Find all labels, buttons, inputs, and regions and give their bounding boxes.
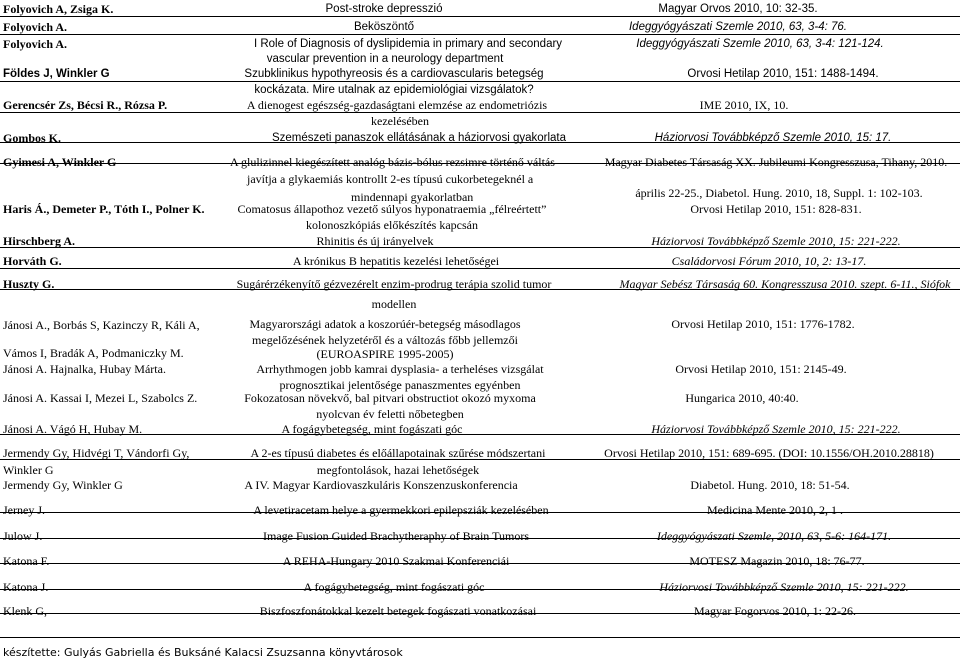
title-line: Beköszöntő [353,21,415,33]
author: Katona J. [3,580,49,594]
author: Haris Á., Demeter P., Tóth I., Polner K. [3,202,205,216]
title-line: (EUROASPIRE 1995-2005) [316,347,454,361]
author: Gombos K. [3,131,62,145]
title-line: I Role of Diagnosis of dyslipidemia in primary and secondary [253,38,563,50]
row-separator [0,637,960,638]
source-line: Orvosi Hetilap 2010, 151: 1488-1494. [687,68,879,80]
title-line: A REHA-Hungary 2010 Szakmai Konferenciái [282,554,510,568]
row-separator [0,81,960,82]
source-line: Háziorvosi Továbbképző Szemle 2010, 15: 17. [654,132,892,144]
author: Huszty G. [3,277,55,291]
title-line: megfontolások, hazai lehetőségek [316,463,480,477]
title-line: javítja a glykaemiás kontrollt 2-es típusú cukorbetegeknél a [247,172,534,186]
author: Hirschberg A. [3,234,75,248]
title-line: Arrhythmogen jobb kamrai dysplasia- a terheléses vizsgálat [256,362,544,376]
author: Jánosi A., Borbás S, Kazinczy R, Káli A, [3,318,200,332]
row-separator [0,16,960,17]
source-line: Magyar Fogorvos 2010, 1: 22-26. [694,604,856,618]
author: Jerney J. [3,503,45,517]
source-line: Családorvosi Fórum 2010, 10, 2: 13-17. [671,254,867,268]
title-line: A levetiracetam helye a gyermekkori epilepsziák kezelésében [253,503,549,517]
title-line: modellen [371,297,417,311]
author: Katona F. [3,554,50,568]
title-line: kockázata. Mire utalnak az epidemiológiai vizsgálatok? [254,84,534,96]
source-line: Ideggyógyászati Szemle 2010, 63, 3-4: 121-124. [636,38,884,50]
author: Horváth G. [3,254,62,268]
source-line: Orvosi Hetilap 2010, 151: 2145-49. [675,362,847,376]
author: Jermendy Gy, Winkler G [3,478,123,492]
title-line: Rhinitis és új irányelvek [316,234,434,248]
source-line: Ideggyógyászati Szemle, 2010, 63, 5-6: 164-171. [656,529,892,543]
source-line: Orvosi Hetilap 2010, 151: 1776-1782. [671,317,855,331]
title-line: nyolcvan év feletti nőbetegben [316,407,464,421]
author: Folyovich A. [3,37,68,51]
author: Jermendy Gy, Hidvégi T, Vándorfi Gy, [3,446,190,460]
title-line: A fogágybetegség, mint fogászati góc [303,580,485,594]
source-line: Háziorvosi Továbbképző Szemle 2010, 15: 221-222. [651,422,901,436]
author: Vámos I, Bradák A, Podmaniczky M. [3,346,184,360]
author: Klenk G, [3,604,47,618]
source-line: április 22-25., Diabetol. Hung. 2010, 18, Suppl. 1: 102-103. [635,186,923,200]
source-line: Orvosi Hetilap 2010, 151: 828-831. [690,202,862,216]
source-line: Orvosi Hetilap 2010, 151: 689-695. (DOI: 10.1556/OH.2010.28818) [604,446,934,460]
source-line: Magyar Diabetes Társaság XX. Jubileumi Kongresszusa, Tihany, 2010. [604,155,948,169]
row-separator [0,112,960,113]
title-line: Szemészeti panaszok ellátásának a háziorvosi gyakorlata [271,132,567,144]
row-separator [0,34,960,35]
row-separator [0,268,960,269]
source-line: Medicina Mente 2010, 2, 1 . [707,503,843,517]
title-line: Szubklinikus hypothyreosis és a cardiovascularis betegség [244,68,544,80]
title-line: Image Fusion Guided Brachytheraphy of Brain Tumors [263,529,529,543]
title-line: A dienogest egészség-gazdaságtani elemzése az endometriózis [246,98,548,112]
author: Jánosi A. Kassai I, Mezei L, Szabolcs Z. [3,391,198,405]
title-line: A fogágybetegség, mint fogászati góc [281,422,463,436]
title-line: A 2-es típusú diabetes és előállapotainak szűrése módszertani [250,446,546,460]
source-line: IME 2010, IX, 10. [699,98,789,112]
title-line: prognosztikai jelentősége panaszmentes egyénben [279,378,521,392]
title-line: mindennapi gyakorlatban [351,190,474,204]
source-line: Ideggyógyászati Szemle 2010, 63, 3-4: 76. [628,21,848,33]
title-line: megelőzésének helyzetéről és a változás főbb jellemzői [252,333,518,347]
source-line: Háziorvosi Továbbképző Szemle 2010, 15: 221-222. [659,580,909,594]
author: Jánosi A. Vágó H, Hubay M. [3,422,143,436]
author: Jánosi A. Hajnalka, Hubay Márta. [3,362,166,376]
author: Folyovich A. [3,20,68,34]
title-line: vascular prevention in a neurology department [266,53,504,65]
author: Gyimesi A, Winkler G [3,155,117,169]
source-line: MOTESZ Magazin 2010, 18: 76-77. [689,554,865,568]
source-line: Hungarica 2010, 40:40. [685,391,799,405]
title-line: Sugárérzékenyítő gézvezérelt enzim-prodrug terápia szolid tumor [236,277,552,291]
title-line: Fokozatosan növekvő, bal pitvari obstructiot okozó myxoma [244,391,536,405]
source-line: Magyar Orvos 2010, 10: 32-35. [658,3,818,15]
author: Winkler G [3,463,54,477]
author: Julow J. [3,529,43,543]
title-line: A IV. Magyar Kardiovaszkuláris Konszenzuskonferencia [244,478,518,492]
compiled-by-footer: készítette: Gulyás Gabriella és Buksáné Kalacsi Zsuzsanna könyvtárosok [3,646,403,659]
author: Gerencsér Zs, Bécsi R., Rózsa P. [3,98,168,112]
title-line: Comatosus állapothoz vezető súlyos hyponatraemia „félreértett” [237,202,547,216]
title-line: Post-stroke depresszió [325,3,443,15]
source-line: Diabetol. Hung. 2010, 18: 51-54. [690,478,850,492]
title-line: A glulizinnel kiegészített analóg bázis-bólus rezsimre történő váltás [230,155,555,169]
title-line: kezelésében [371,114,429,128]
source-line: Magyar Sebész Társaság 60. Kongresszusa 2010. szept. 6-11., Siófok [619,277,951,291]
title-line: kolonoszkópiás előkészítés kapcsán [306,218,478,232]
source-line: Háziorvosi Továbbképző Szemle 2010, 15: 221-222. [651,234,901,248]
author: Folyovich A, Zsiga K. [3,2,114,16]
title-line: Magyarországi adatok a koszorúér-betegség másodlagos [249,317,521,331]
title-line: Biszfoszfonátokkal kezelt betegek fogászati vonatkozásai [259,604,537,618]
author: Földes J, Winkler G [3,68,110,80]
title-line: A krónikus B hepatitis kezelési lehetőségei [292,254,500,268]
